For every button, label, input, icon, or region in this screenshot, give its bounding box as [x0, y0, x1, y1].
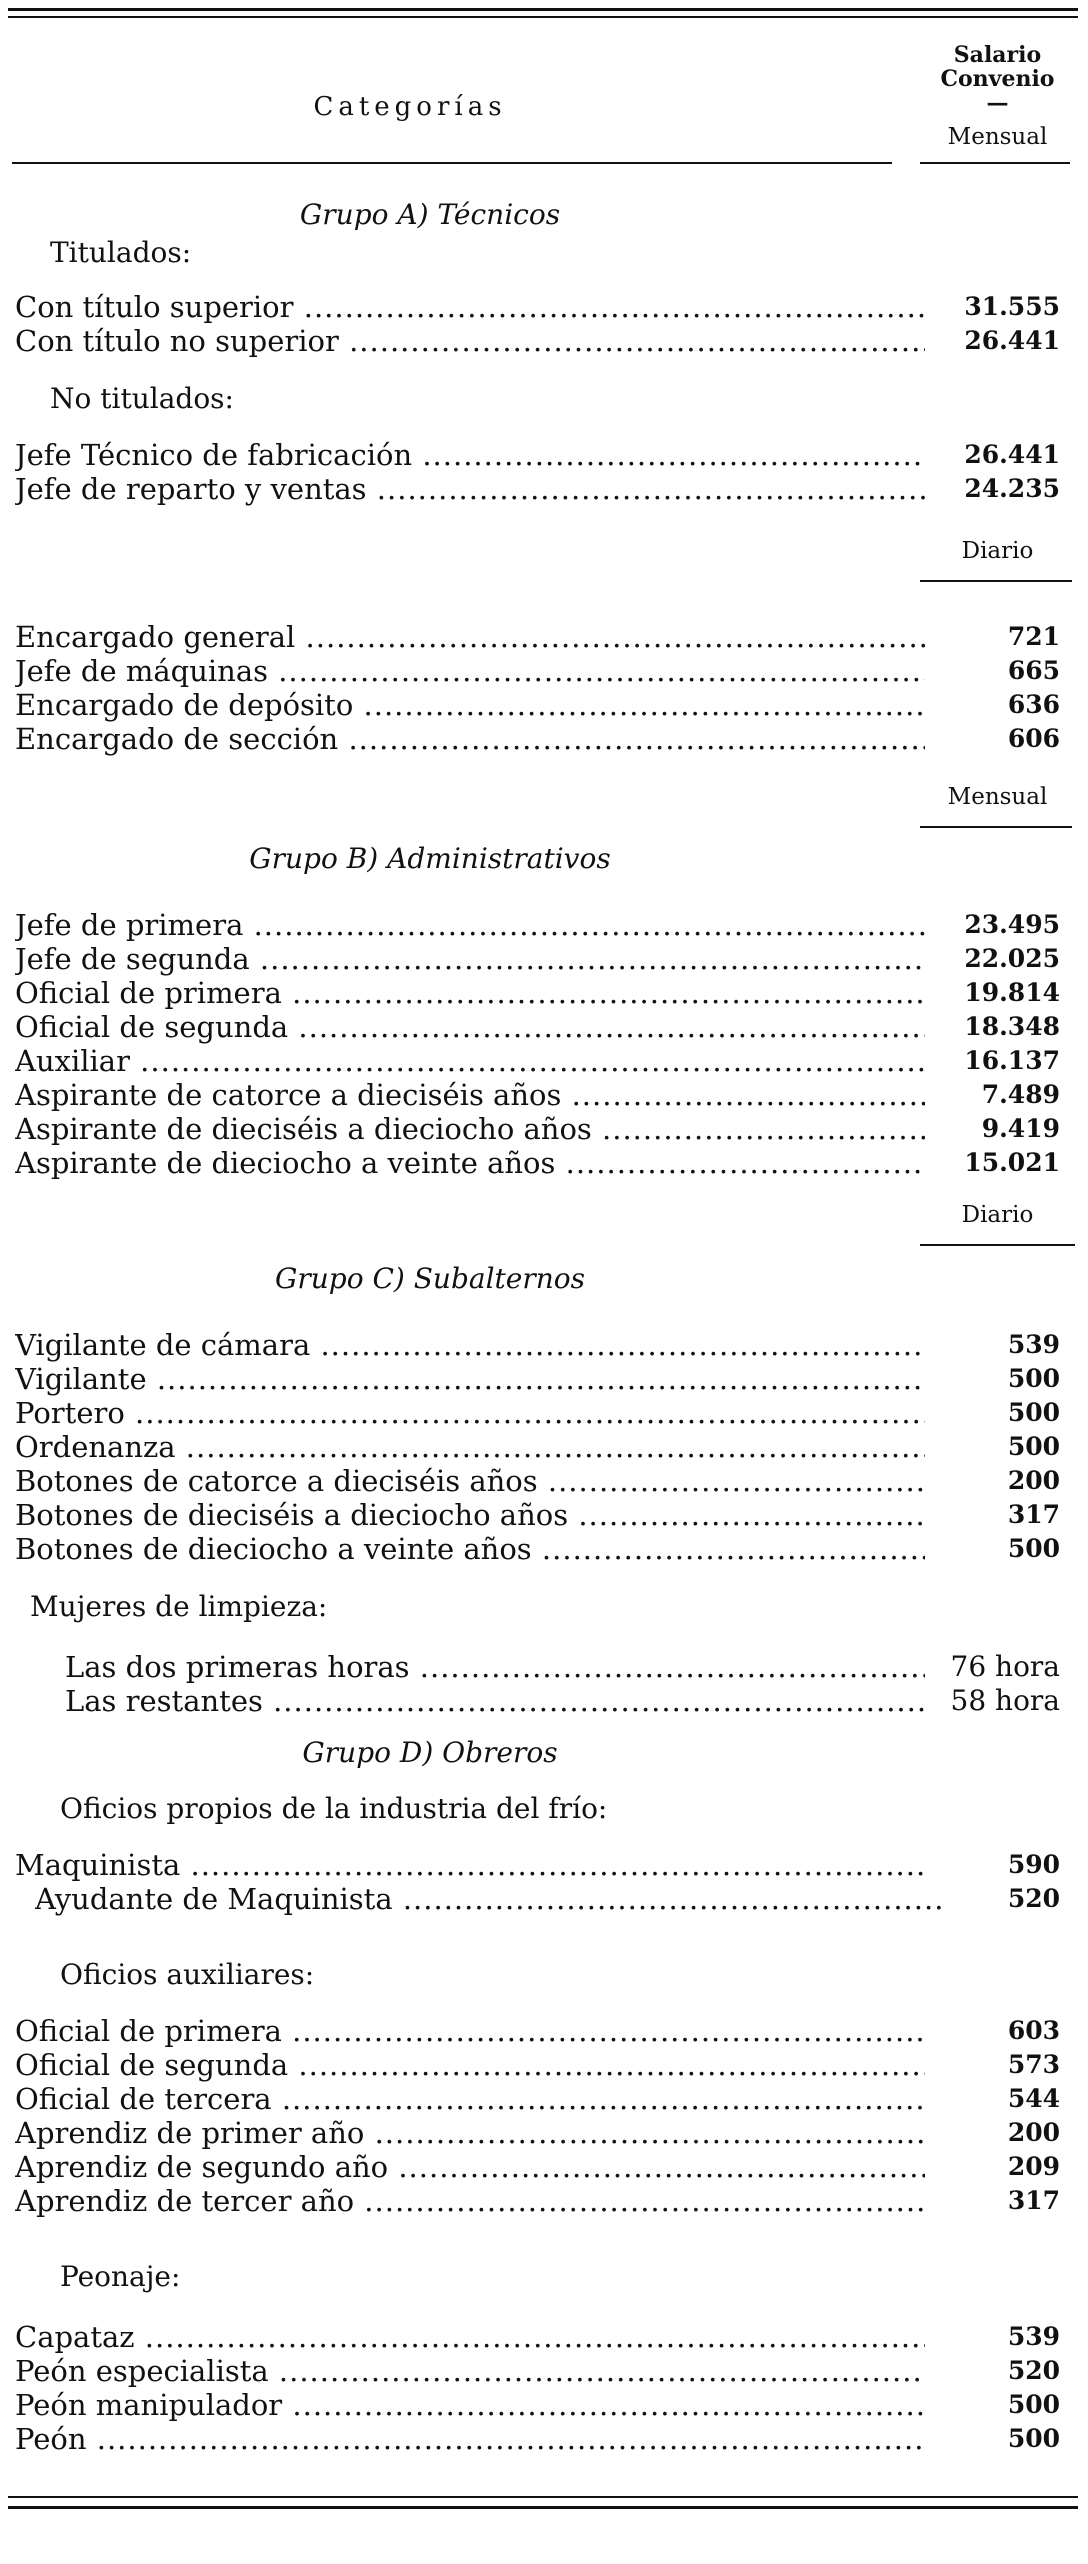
row-label: Encargado de sección ..... [15, 722, 925, 756]
row-label: Oficial de segunda ..... [15, 2048, 925, 2082]
row-label: Aspirante de dieciséis a dieciocho años ..... [15, 1112, 925, 1146]
row-label: Con título no superior ..... [15, 324, 925, 358]
row-value: 539 [1007, 2322, 1060, 2351]
bottom-rule-inner [8, 2496, 1078, 2498]
row-label: Ayudante de Maquinista ..... [35, 1882, 945, 1916]
row-value: 19.814 [964, 978, 1060, 1007]
row-value: 22.025 [964, 944, 1060, 973]
table-row [15, 1430, 1065, 1464]
row-value: 500 [1007, 1364, 1060, 1393]
table-row [15, 1112, 1065, 1146]
row-label: Oficial de primera ..... [15, 2014, 925, 2048]
row-label: Jefe de segunda ..... [15, 942, 925, 976]
header-rule-right [920, 162, 1070, 164]
table-row [15, 1464, 1065, 1498]
row-label: Encargado de depósito ..... [15, 688, 925, 722]
row-value: 200 [1007, 1466, 1060, 1495]
table-row [15, 1146, 1065, 1180]
table-row [15, 942, 1065, 976]
unit-rule [920, 826, 1072, 828]
row-value: 665 [1007, 656, 1060, 685]
table-row [15, 2048, 1065, 2082]
unit-rule [920, 580, 1072, 582]
row-value: 544 [1007, 2084, 1060, 2113]
row-label: Botones de dieciocho a veinte años ..... [15, 1532, 925, 1566]
row-label: Oficial de segunda ..... [15, 1010, 925, 1044]
row-label: Aprendiz de tercer año ..... [15, 2184, 925, 2218]
row-label: Aprendiz de segundo año ..... [15, 2150, 925, 2184]
row-value: 76 hora [950, 1650, 1060, 1683]
row-value: 16.137 [964, 1046, 1060, 1075]
table-row [15, 1498, 1065, 1532]
row-value: 15.021 [964, 1148, 1060, 1177]
row-value: 9.419 [981, 1114, 1060, 1143]
header-categorias: Categorías [313, 92, 507, 122]
row-label: Aspirante de dieciocho a veinte años ..... [15, 1146, 925, 1180]
row-value: 7.489 [981, 1080, 1060, 1109]
header-salario-line1: Salario [953, 42, 1042, 68]
group-c-title: Grupo C) Subalternos [275, 1262, 585, 1295]
row-label: Maquinista ..... [15, 1848, 925, 1882]
row-label: Encargado general ..... [15, 620, 925, 654]
row-value: 209 [1007, 2152, 1060, 2181]
header-rule-left [12, 162, 892, 164]
header-salario-dash: — [986, 90, 1009, 116]
top-rule-inner [8, 16, 1078, 18]
row-value: 636 [1007, 690, 1060, 719]
table-row [15, 2150, 1065, 2184]
table-row [15, 438, 1065, 472]
table-row [15, 1362, 1065, 1396]
row-label: Peón especialista ..... [15, 2354, 925, 2388]
row-value: 317 [1007, 1500, 1060, 1529]
table-row [15, 908, 1065, 942]
row-value: 26.441 [964, 326, 1060, 355]
table-row [15, 2422, 1065, 2456]
group-d-title: Grupo D) Obreros [302, 1736, 558, 1769]
row-label: Botones de catorce a dieciséis años ..... [15, 1464, 925, 1498]
row-value: 520 [1007, 2356, 1060, 2385]
row-label: Aspirante de catorce a dieciséis años ..... [15, 1078, 925, 1112]
unit-rule [920, 1244, 1075, 1246]
row-label: Jefe de primera ..... [15, 908, 925, 942]
table-row [15, 1010, 1065, 1044]
row-value: 500 [1007, 1432, 1060, 1461]
table-row [15, 976, 1065, 1010]
header-mensual: Mensual [947, 124, 1048, 150]
table-row [15, 1044, 1065, 1078]
row-label: Vigilante ..... [15, 1362, 925, 1396]
row-value: 721 [1007, 622, 1060, 651]
row-value: 500 [1007, 2390, 1060, 2419]
row-label: Con título superior ..... [15, 290, 925, 324]
table-row [15, 1532, 1065, 1566]
table-row [15, 1396, 1065, 1430]
row-label: Jefe de reparto y ventas ..... [15, 472, 925, 506]
row-label: Aprendiz de primer año ..... [15, 2116, 925, 2150]
table-row [15, 688, 1065, 722]
table-row [15, 722, 1065, 756]
row-value: 200 [1007, 2118, 1060, 2147]
table-row [15, 620, 1065, 654]
row-label: Oficial de primera ..... [15, 976, 925, 1010]
table-row [15, 2082, 1065, 2116]
titulados-label: Titulados: [50, 236, 192, 269]
row-label: Ordenanza ..... [15, 1430, 925, 1464]
table-row [15, 1848, 1065, 1882]
row-value: 317 [1007, 2186, 1060, 2215]
row-value: 500 [1007, 2424, 1060, 2453]
row-value: 603 [1007, 2016, 1060, 2045]
row-value: 31.555 [964, 292, 1060, 321]
oficios-frio-label: Oficios propios de la industria del frío: [60, 1792, 608, 1825]
row-label: Peón ..... [15, 2422, 925, 2456]
row-label: Oficial de tercera ..... [15, 2082, 925, 2116]
group-a-title: Grupo A) Técnicos [299, 198, 561, 231]
table-row [15, 2184, 1065, 2218]
table-row [15, 1650, 1065, 1684]
row-value: 24.235 [964, 474, 1060, 503]
row-label: Jefe de máquinas ..... [15, 654, 925, 688]
unit-diario-a: Diario [961, 538, 1034, 564]
table-row [15, 2354, 1065, 2388]
table-row [15, 472, 1065, 506]
unit-diario-b: Diario [961, 1202, 1034, 1228]
table-row [15, 324, 1065, 358]
row-label: Jefe Técnico de fabricación ..... [15, 438, 925, 472]
row-label: Peón manipulador ..... [15, 2388, 925, 2422]
table-row [15, 2388, 1065, 2422]
row-value: 606 [1007, 724, 1060, 753]
bottom-rule [8, 2506, 1078, 2509]
table-row [15, 2116, 1065, 2150]
row-value: 26.441 [964, 440, 1060, 469]
table-row [15, 2320, 1065, 2354]
row-label: Botones de dieciséis a dieciocho años ..... [15, 1498, 925, 1532]
peonaje-label: Peonaje: [60, 2260, 181, 2293]
mujeres-limpieza-label: Mujeres de limpieza: [30, 1590, 328, 1623]
group-b-title: Grupo B) Administrativos [249, 842, 611, 875]
table-row [15, 1684, 1065, 1718]
table-row [15, 1882, 1065, 1916]
row-value: 590 [1007, 1850, 1060, 1879]
table-row [15, 2014, 1065, 2048]
table-row [15, 1328, 1065, 1362]
row-label: Portero ..... [15, 1396, 925, 1430]
row-value: 539 [1007, 1330, 1060, 1359]
row-label: Vigilante de cámara ..... [15, 1328, 925, 1362]
row-value: 18.348 [964, 1012, 1060, 1041]
row-label: Las dos primeras horas ..... [65, 1650, 925, 1684]
unit-mensual-a: Mensual [947, 784, 1048, 810]
table-row [15, 654, 1065, 688]
table-row [15, 1078, 1065, 1112]
top-rule [8, 8, 1078, 11]
row-value: 58 hora [950, 1684, 1060, 1717]
row-value: 500 [1007, 1398, 1060, 1427]
row-label: Auxiliar ..... [15, 1044, 925, 1078]
table-row [15, 290, 1065, 324]
row-label: Las restantes ..... [65, 1684, 925, 1718]
header-salario-line2: Convenio [940, 66, 1055, 92]
row-value: 573 [1007, 2050, 1060, 2079]
oficios-auxiliares-label: Oficios auxiliares: [60, 1958, 315, 1991]
row-label: Capataz ..... [15, 2320, 925, 2354]
row-value: 23.495 [964, 910, 1060, 939]
row-value: 520 [1007, 1884, 1060, 1913]
no-titulados-label: No titulados: [50, 382, 234, 415]
row-value: 500 [1007, 1534, 1060, 1563]
